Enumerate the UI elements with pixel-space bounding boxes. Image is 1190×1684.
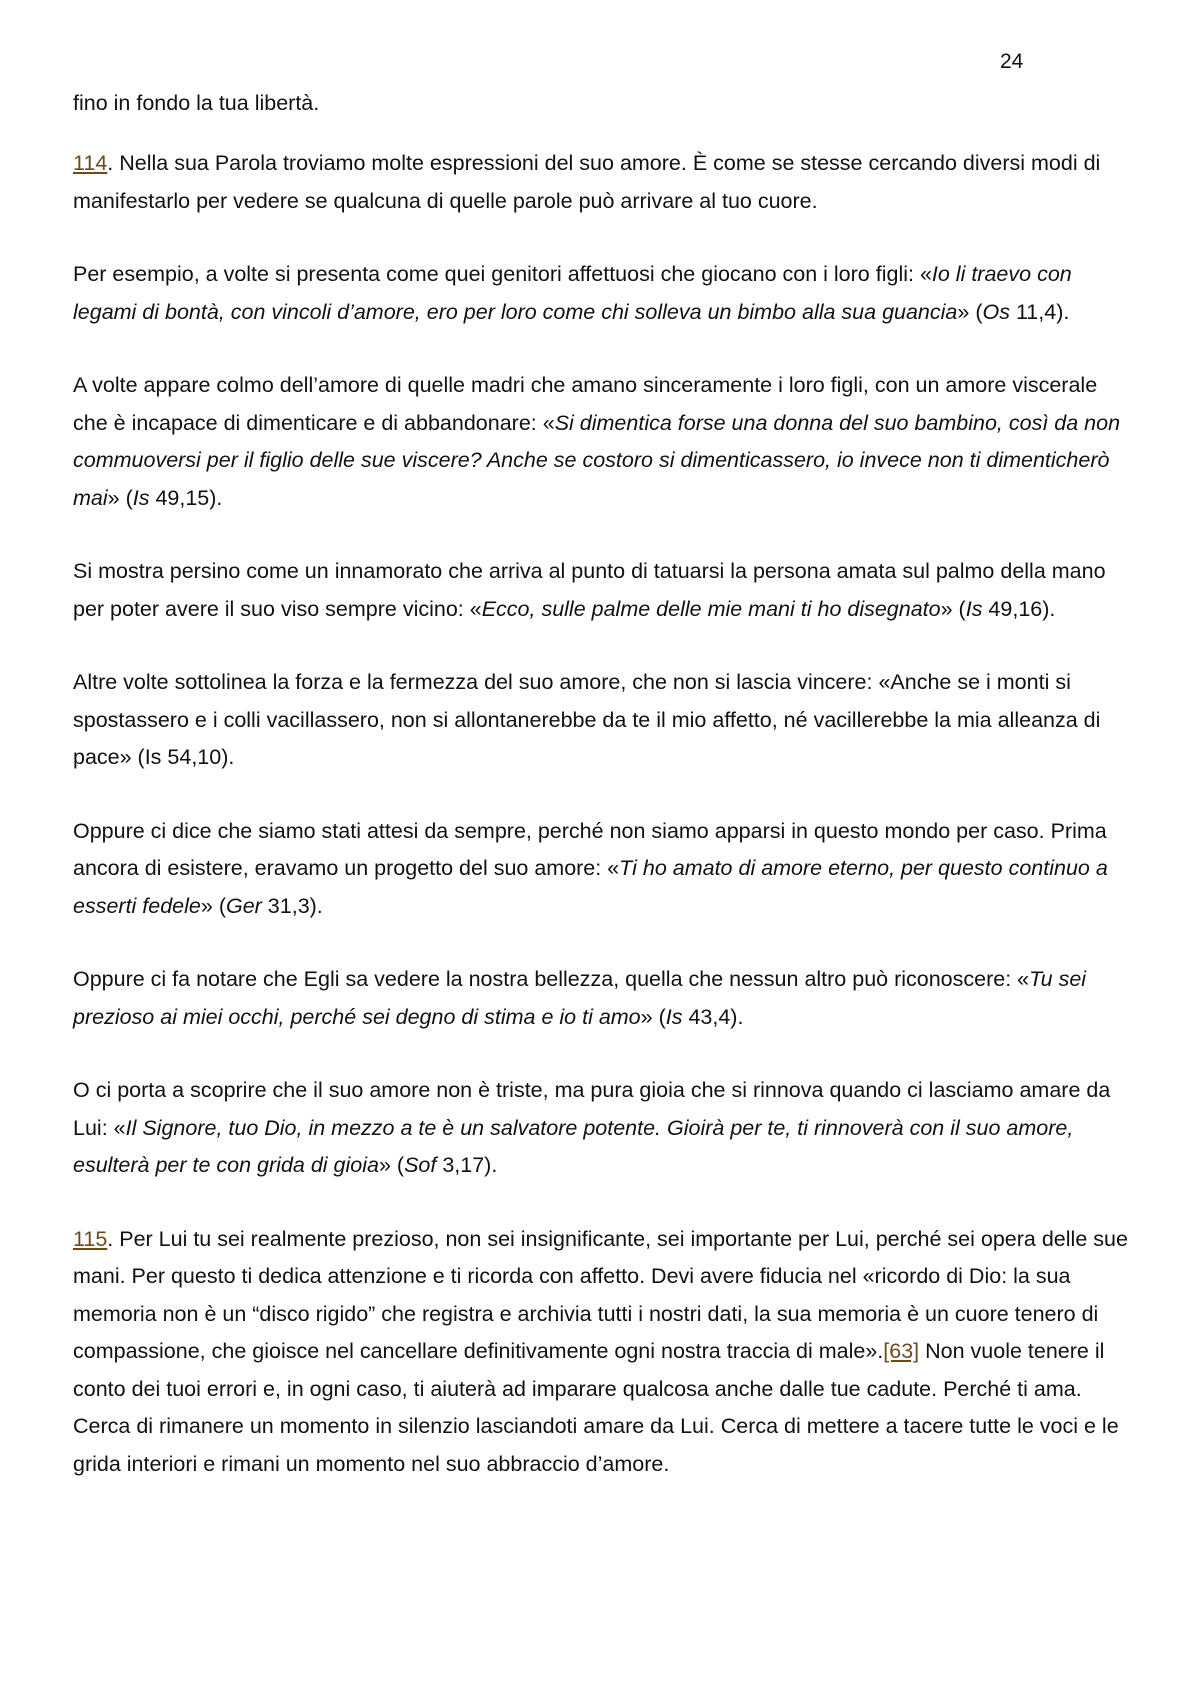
paragraph <box>73 1072 1133 1185</box>
paragraph <box>73 145 1133 220</box>
paragraph <box>73 553 1133 628</box>
italic-quote: Ecco, sulle palme delle mie mani ti ho disegnato <box>481 596 941 621</box>
text-segment: Per esempio, a volte si presenta come quei genitori affettuosi che giocano con i loro figli: « <box>73 262 932 286</box>
text-segment: 11,4). <box>1009 299 1070 324</box>
text-segment: 49,15). <box>149 485 223 510</box>
italic-quote: Ti ho amato di amore eterno, per questo continuo a esserti fedele <box>73 856 1108 918</box>
text-segment: 43,4). <box>682 1004 744 1029</box>
text-segment: » ( <box>378 1153 405 1177</box>
italic-quote: Is <box>965 596 983 621</box>
text-segment: Altre volte sottolinea la forza e la fermezza del suo amore, che non si lascia vincere: «Anche se i monti si spostassero e i colli vacillassero, non si allontanerebbe da te il mio affetto, né vacillerebbe la mia alleanza di pace» (Is 54,10). <box>73 670 1101 769</box>
text-segment: » ( <box>200 893 226 918</box>
text-segment: Si mostra persino come un innamorato che arriva al punto di tatuarsi la persona amata sul palmo della mano per poter avere il suo viso sempre vicino: « <box>73 559 1106 621</box>
text-segment: » ( <box>640 1004 666 1029</box>
text-segment: 31,3). <box>261 893 323 918</box>
paragraph <box>73 1221 1133 1484</box>
paragraph <box>73 813 1133 926</box>
text-segment: Oppure ci fa notare che Egli sa vedere la nostra bellezza, quella che nessun altro può riconoscere: « <box>73 967 1030 991</box>
italic-quote: Is <box>665 1004 683 1029</box>
italic-quote: Is <box>132 485 150 510</box>
italic-quote: Tu sei prezioso ai miei occhi, perché sei degno di stima e io ti amo <box>73 967 1087 1029</box>
text-segment: 3,17). <box>436 1153 498 1177</box>
italic-quote: Sof <box>404 1153 437 1177</box>
text-segment: . Per Lui tu sei realmente prezioso, non sei insignificante, sei importante per Lui, perché sei opera delle sue mani. Per questo ti dedica attenzione e ti ricorda con affetto. Devi avere fiducia nel «ricordo di Dio: la sua memoria non è un “disco rigido” che registra e archivia tutti i nostri dati, la sua memoria è un cuore tenero di compassione, che gioisce nel cancellare definitivamente ogni nostra traccia di male». <box>73 1226 1128 1363</box>
text-segment: » ( <box>107 485 133 510</box>
text-segment: . Nella sua Parola troviamo molte espressioni del suo amore. È come se stesse cercando diversi modi di manifestarlo per vedere se qualcuna di quelle parole può arrivare al tuo cuore. <box>73 151 1101 213</box>
text-segment: Oppure ci dice che siamo stati attesi da sempre, perché non siamo apparsi in questo mondo per caso. Prima ancora di esistere, eravamo un progetto del suo amore: « <box>73 818 1107 880</box>
italic-quote: Io li traevo con legami di bontà, con vincoli d’amore, ero per loro come chi solleva un bimbo alla sua guancia <box>73 262 1072 324</box>
text-segment: Non vuole tenere il conto dei tuoi errori e, in ogni caso, ti aiuterà ad imparare qualcosa anche dalle tue cadute. Perché ti ama. Cerca di rimanere un momento in silenzio lasciandoti amare da Lui. Cerca di mettere a tacere tutte le voci e le grida interiori e rimani un momento nel suo abbraccio d’amore. <box>73 1339 1119 1476</box>
italic-quote: Il Signore, tuo Dio, in mezzo a te è un salvatore potente. Gioirà per te, ti rinnoverà con il suo amore, esulterà per te con grida di gioia <box>73 1115 1074 1177</box>
paragraph-number-link[interactable]: 114 <box>73 151 108 175</box>
paragraph <box>73 256 1133 331</box>
text-segment: O ci porta a scoprire che il suo amore non è triste, ma pura gioia che si rinnova quando ci lasciamo amare da Lui: « <box>73 1078 1111 1140</box>
page-number: 24 <box>1000 50 1024 73</box>
body-text <box>73 145 1133 1519</box>
paragraph-number-link[interactable]: 115 <box>73 1226 108 1251</box>
italic-quote: Si dimentica forse una donna del suo bambino, così da non commuoversi per il figlio delle sue viscere? Anche se costoro si dimenticassero, io invece non ti dimenticherò mai <box>73 410 1121 510</box>
paragraph <box>73 664 1133 777</box>
lead-line: fino in fondo la tua libertà. <box>73 91 320 115</box>
footnote-link[interactable]: [63] <box>883 1339 920 1363</box>
italic-quote: Ger <box>225 893 262 918</box>
paragraph <box>73 961 1133 1036</box>
paragraph <box>73 367 1133 517</box>
italic-quote: Os <box>982 299 1010 324</box>
text-segment: 49,16). <box>982 596 1056 621</box>
text-segment: » ( <box>940 596 966 621</box>
text-segment: A volte appare colmo dell’amore di quelle madri che amano sinceramente i loro figli, con un amore viscerale che è incapace di dimenticare e di abbandonare: « <box>73 373 1098 435</box>
text-segment: » ( <box>957 299 983 324</box>
